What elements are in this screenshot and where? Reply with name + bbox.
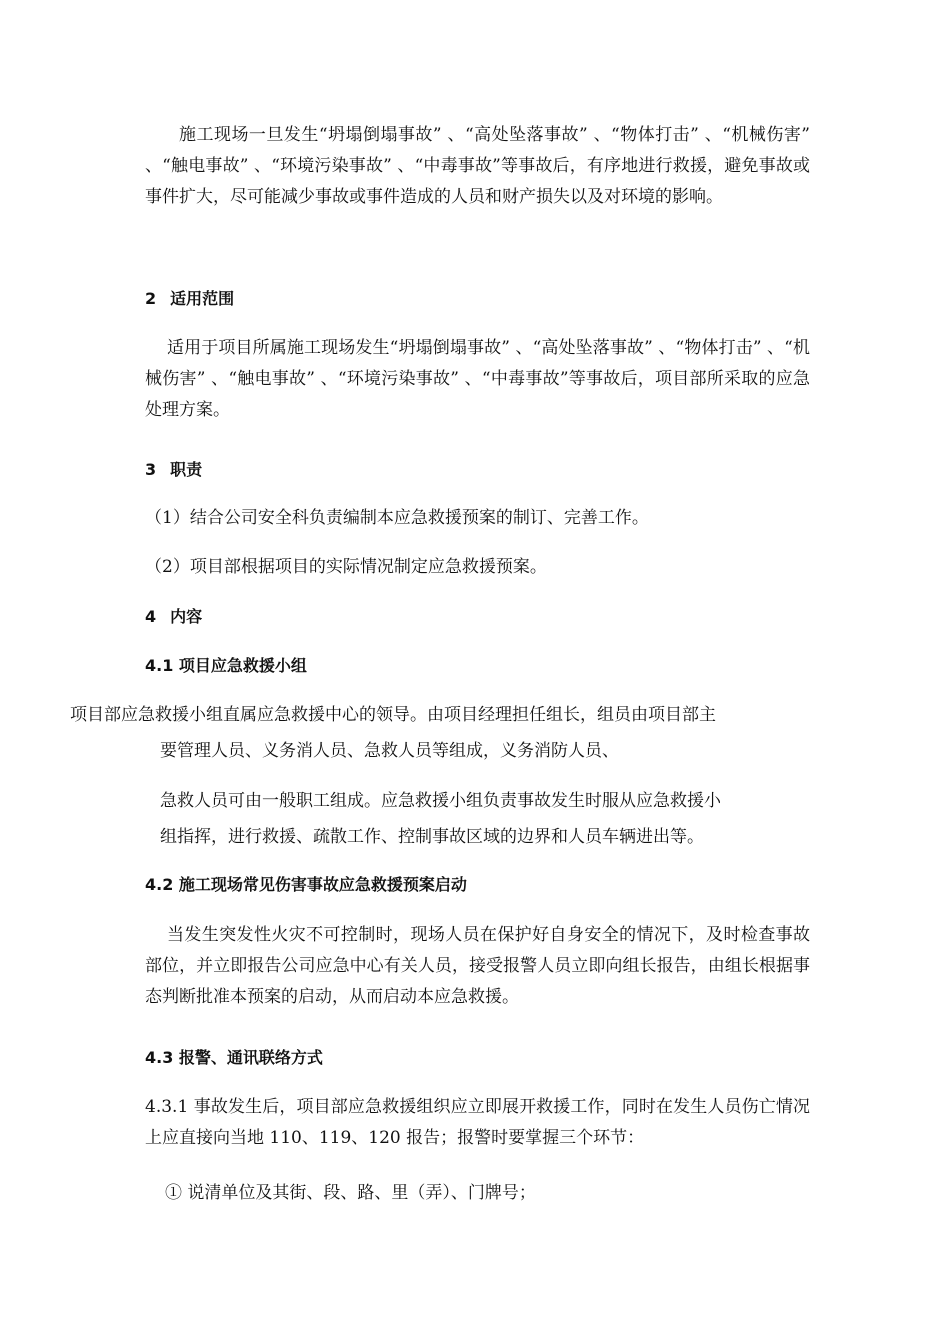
alarm-item-1: ① 说清单位及其街、段、路、里（弄）、门牌号；	[165, 1183, 536, 1203]
section-4-1-line-2: 要管理人员、义务消人员、急救人员等组成，义务消防人员、	[160, 741, 619, 761]
section-4-3-heading: 4.3 报警、通讯联络方式	[145, 1048, 323, 1067]
section-3-number: 3	[145, 460, 157, 479]
section-4-heading	[145, 605, 202, 629]
section-2-title: 适用范围	[170, 289, 235, 308]
section-4-2-paragraph: 当发生突发性火灾不可控制时，现场人员在保护好自身安全的情况下，及时检查事故部位，并立即报告公司应急中心有关人员，接受报警人员立即向组长报告，由组长根据事态判断批准本预案的启动，从而启动本应急救援。	[145, 925, 810, 1007]
section-4-2-heading: 4.2 施工现场常见伤害事故应急救援预案启动	[145, 875, 467, 894]
section-4-1-line-1: 项目部应急救援小组直属应急救援中心的领导。由项目经理担任组长，组员由项目部主	[70, 705, 716, 725]
section-2-heading	[145, 287, 234, 311]
section-2-number: 2	[145, 289, 157, 308]
section-4-1-heading: 4.1 项目应急救援小组	[145, 656, 307, 675]
section-4-1-line-3: 急救人员可由一般职工组成。应急救援小组负责事故发生时服从应急救援小	[160, 791, 721, 811]
section-4-3-paragraph: 4.3.1 事故发生后，项目部应急救援组织应立即展开救援工作，同时在发生人员伤亡情况上应直接向当地 110、119、120 报告；报警时要掌握三个环节：	[145, 1097, 810, 1148]
duty-item-2: （2）项目部根据项目的实际情况制定应急救援预案。	[145, 557, 547, 577]
section-3-title: 职责	[170, 460, 203, 479]
section-4-number: 4	[145, 607, 157, 626]
section-3-heading	[145, 458, 202, 482]
duty-item-1: （1）结合公司安全科负责编制本应急救援预案的制订、完善工作。	[145, 508, 649, 528]
section-2-paragraph: 适用于项目所属施工现场发生“坍塌倒塌事故” 、“高处坠落事故” 、“物体打击” 、“机械伤害” 、“触电事故” 、“环境污染事故” 、“中毒事故”等事故后，项目部所采取的应急处理方案。	[145, 338, 810, 420]
section-4-title: 内容	[170, 607, 203, 626]
intro-paragraph: 施工现场一旦发生“坍塌倒塌事故” 、“高处坠落事故” 、“物体打击” 、“机械伤害” 、“触电事故” 、“环境污染事故” 、“中毒事故”等事故后，有序地进行救援，避免事故或事件扩大，尽可能减少事故或事件造成的人员和财产损失以及对环境的影响。	[145, 125, 810, 207]
section-4-1-line-4: 组指挥，进行救援、疏散工作、控制事故区域的边界和人员车辆进出等。	[160, 827, 704, 847]
